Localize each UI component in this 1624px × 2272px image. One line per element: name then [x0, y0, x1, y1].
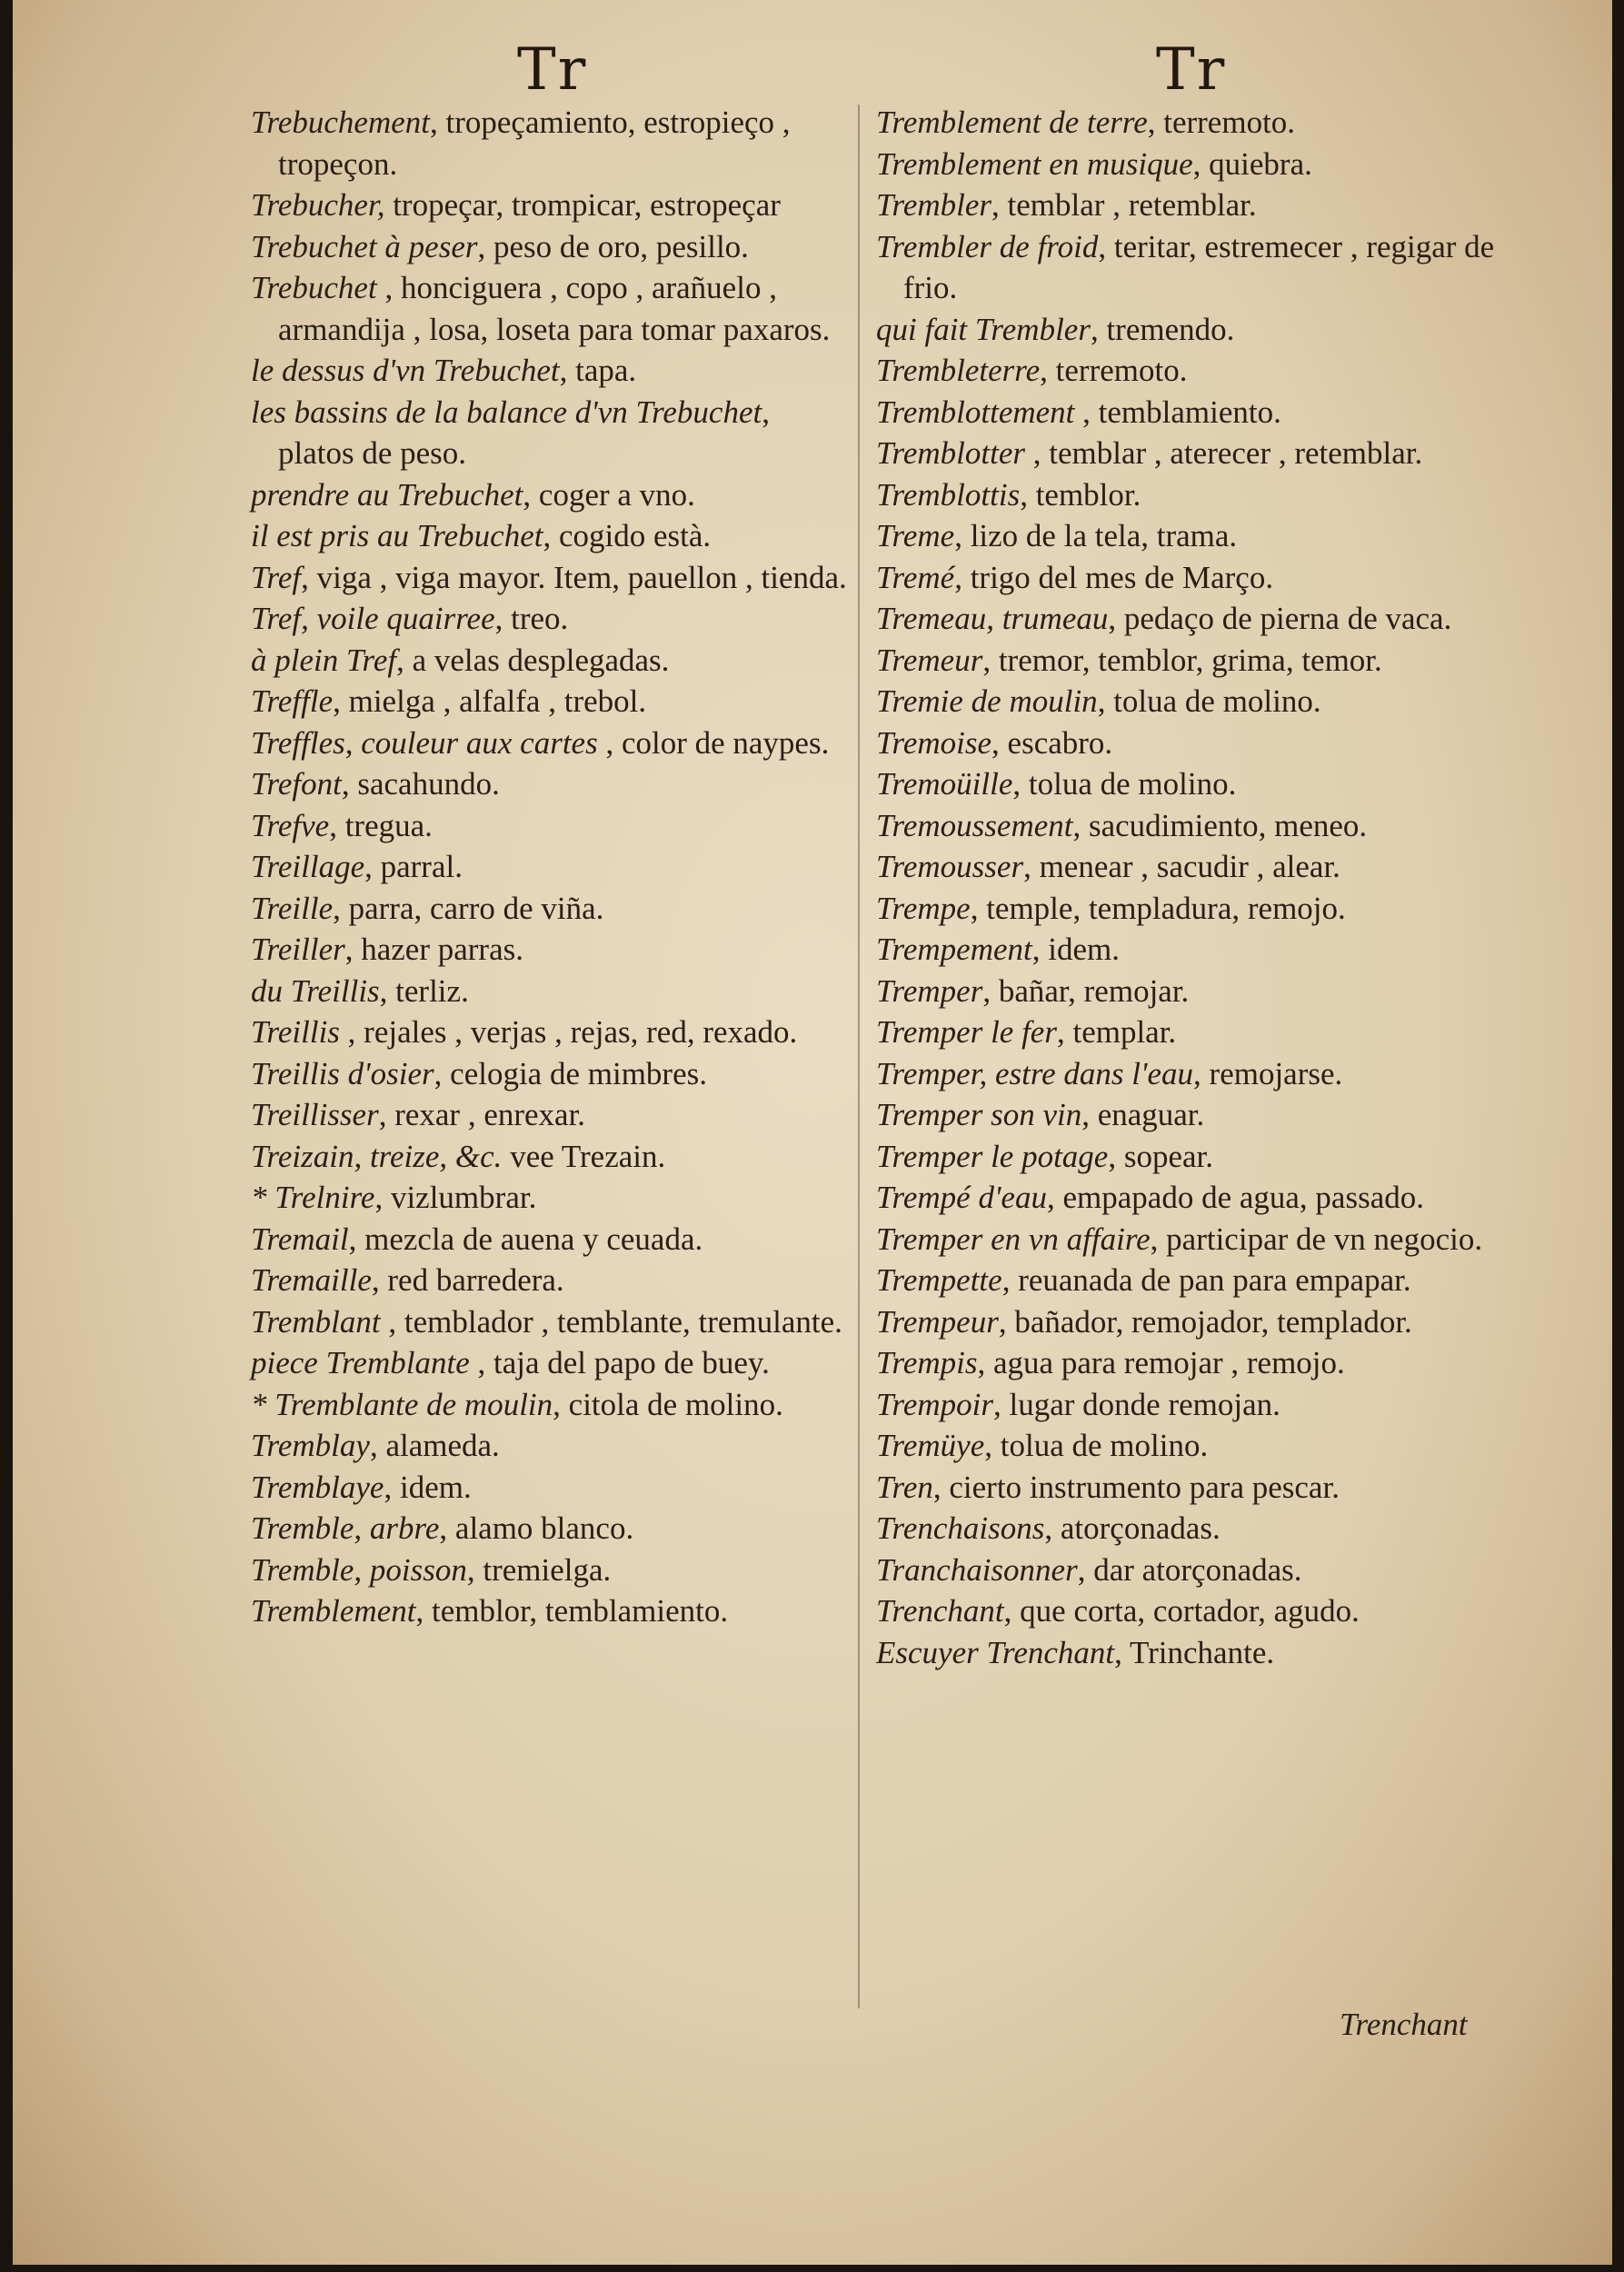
entry-headword: * Trelnire: [251, 1180, 375, 1215]
entry-headword: Trembler de froid: [876, 228, 1099, 264]
entry-headword: Trebuchet: [251, 270, 377, 305]
entry-headword: Tremeau, trumeau: [876, 601, 1109, 636]
column-divider: [858, 105, 860, 2008]
entry-definition: , treo.: [494, 601, 569, 636]
entry-definition: , templar.: [1056, 1014, 1177, 1050]
entry-headword: Treille: [251, 890, 334, 926]
entry-headword: Trempé d'eau: [876, 1180, 1047, 1215]
entry-headword: piece Tremblante: [251, 1345, 470, 1380]
dictionary-entry: [251, 515, 851, 557]
dictionary-entry: [251, 971, 851, 1012]
dictionary-entry: [251, 1342, 851, 1384]
dictionary-entry: [251, 888, 851, 930]
entry-headword: Trebucher,: [251, 187, 385, 223]
dictionary-entry: [251, 1094, 851, 1136]
entry-headword: Tremblement en musique: [876, 145, 1193, 182]
dictionary-entry: [251, 1053, 851, 1095]
entry-headword: Trempette: [876, 1262, 1002, 1298]
entry-definition: , Trinchante.: [1114, 1634, 1275, 1670]
dictionary-entry: [876, 392, 1503, 433]
entry-definition: , alamo blanco.: [439, 1510, 634, 1546]
dictionary-entry: [251, 805, 851, 847]
entry-definition: , tremendo.: [1090, 311, 1235, 347]
entry-headword: Treizain, treize, &c.: [251, 1138, 503, 1174]
dictionary-entry: [876, 474, 1503, 516]
dictionary-entry: [876, 1425, 1503, 1467]
entry-headword: Treffle: [251, 683, 334, 719]
entry-headword: Trempoir: [876, 1386, 994, 1422]
entry-definition: , tregua.: [329, 807, 433, 843]
entry-headword: Tremper son vin: [876, 1097, 1082, 1132]
dictionary-entry: [251, 1508, 851, 1550]
dictionary-entry: [876, 1632, 1503, 1674]
dictionary-entry: [251, 557, 851, 599]
entry-headword: Tremüye: [876, 1428, 985, 1463]
entry-headword: Tranchaisonner: [876, 1551, 1078, 1588]
entry-definition: , hazer parras.: [344, 932, 523, 967]
entry-definition: , escabro.: [991, 724, 1113, 761]
entry-headword: Trenchaisons: [876, 1510, 1045, 1546]
dictionary-entry: [251, 763, 851, 805]
entry-definition: , red barredera.: [371, 1262, 564, 1298]
entry-definition: , sacahundo.: [341, 766, 500, 802]
dictionary-entry: [251, 598, 851, 640]
dictionary-entry: [251, 929, 851, 971]
dictionary-entry: [251, 350, 851, 392]
entry-definition: , platos de peso.: [278, 394, 770, 471]
entry-definition: , empapado de agua, passado.: [1046, 1180, 1424, 1215]
dictionary-entry: [876, 1136, 1503, 1178]
entry-headword: Trempement: [876, 932, 1032, 967]
entry-headword: Tremblement: [251, 1593, 416, 1629]
entry-headword: Tremble, poisson: [251, 1551, 467, 1588]
dictionary-entry: [251, 226, 851, 268]
entry-definition: , tolua de molino.: [1012, 766, 1237, 802]
entry-definition: , temblor, temblamiento.: [415, 1593, 729, 1629]
entry-headword: Treffles, couleur aux cartes: [251, 724, 598, 761]
entry-definition: , dar atorçonadas.: [1077, 1551, 1302, 1588]
dictionary-entry: [876, 1508, 1503, 1550]
dictionary-entry: [876, 1011, 1503, 1053]
entry-headword: Tremoüille: [876, 766, 1013, 802]
entry-headword: Tref, voile quairree: [251, 601, 495, 636]
entry-headword: Tremaille: [251, 1262, 372, 1298]
entry-definition: , terliz.: [379, 972, 469, 1009]
entry-definition: , vizlumbrar.: [374, 1180, 537, 1215]
dictionary-entry: [876, 1301, 1503, 1343]
entry-definition: , atorçonadas.: [1044, 1510, 1220, 1546]
dictionary-entry: [251, 1384, 851, 1426]
entry-definition: , cierto instrumento para pescar.: [932, 1469, 1340, 1505]
entry-definition: , cogido està.: [543, 518, 712, 553]
entry-definition: , reuanada de pan para empapar.: [1001, 1262, 1411, 1298]
dictionary-entry: [876, 763, 1503, 805]
entry-definition: , tropeçamiento, estropieço , tropeçon.: [278, 105, 791, 182]
dictionary-page: [13, 0, 1612, 2265]
entry-definition: , lugar donde remojan.: [993, 1386, 1280, 1422]
dictionary-entry: [876, 1384, 1503, 1426]
dictionary-entry: [251, 267, 851, 350]
entry-definition: , tremielga.: [466, 1551, 612, 1588]
entry-definition: , temblamiento.: [1074, 394, 1281, 430]
dictionary-entry: [876, 1260, 1503, 1301]
entry-headword: Trempe: [876, 890, 971, 926]
entry-headword: Trempis: [876, 1345, 978, 1380]
entry-headword: Trefont: [251, 766, 342, 802]
entry-definition: tropeçar, trompicar, estropeçar: [384, 187, 781, 223]
entry-definition: , agua para remojar , remojo.: [977, 1345, 1345, 1380]
entry-definition: , citola de molino.: [553, 1386, 783, 1422]
entry-headword: du Treillis: [251, 972, 380, 1009]
entry-headword: Trebuchet à peser: [251, 228, 478, 264]
entry-headword: Tremousser: [876, 849, 1024, 884]
entry-headword: Trebuchement: [251, 105, 430, 140]
entry-definition: , mielga , alfalfa , trebol.: [333, 683, 647, 719]
entry-definition: , temblador , temblante, tremulante.: [380, 1303, 842, 1340]
entry-headword: Trembleterre: [876, 353, 1041, 388]
entry-definition: , trigo del mes de Março.: [954, 559, 1274, 595]
dictionary-entry: [876, 515, 1503, 557]
entry-definition: , honciguera , copo , arañuelo , armandija , losa, loseta para tomar paxaros.: [278, 270, 831, 347]
entry-definition: , viga , viga mayor. Item, pauellon , tienda.: [301, 559, 847, 595]
entry-headword: Tref: [251, 559, 302, 595]
entry-definition: , terremoto.: [1040, 353, 1188, 388]
entry-definition: , menear , sacudir , alear.: [1023, 849, 1340, 884]
entry-definition: , temple, templadura, remojo.: [970, 890, 1346, 926]
entry-definition: , bañador, remojador, templador.: [998, 1303, 1412, 1340]
entry-headword: Treillis d'osier: [251, 1055, 434, 1091]
entry-headword: à plein Tref: [251, 642, 397, 678]
entry-headword: Tremblay: [251, 1428, 370, 1463]
entry-headword: le dessus d'vn Trebuchet: [251, 353, 560, 388]
dictionary-entry: [876, 681, 1503, 722]
entry-definition: , rexar , enrexar.: [378, 1097, 586, 1132]
dictionary-entry: [876, 1590, 1503, 1632]
entry-definition: , participar de vn negocio.: [1150, 1221, 1483, 1257]
entry-definition: , teritar, estremecer , regigar de frio.: [903, 228, 1495, 305]
dictionary-entry: [876, 888, 1503, 930]
dictionary-entry: [876, 1342, 1503, 1384]
entry-headword: Tremble, arbre: [251, 1510, 440, 1546]
dictionary-entry: [251, 184, 851, 226]
entry-headword: Tremblottis: [876, 476, 1021, 513]
dictionary-entry: [876, 102, 1503, 144]
entry-headword: Tremper, estre dans l'eau: [876, 1055, 1194, 1091]
dictionary-entry: [251, 846, 851, 888]
dictionary-entry: [876, 929, 1503, 971]
entry-definition: , sopear.: [1108, 1138, 1214, 1174]
dictionary-entry: [876, 1094, 1503, 1136]
entry-definition: , temblar , retemblar.: [991, 187, 1257, 223]
dictionary-entry: [251, 1219, 851, 1261]
dictionary-entry: [876, 805, 1503, 847]
entry-definition: , parral.: [364, 849, 463, 884]
entry-definition: , parra, carro de viña.: [333, 890, 604, 926]
dictionary-entry: [876, 846, 1503, 888]
dictionary-entry: [876, 722, 1503, 764]
dictionary-entry: [876, 598, 1503, 640]
entry-headword: qui fait Trembler: [876, 311, 1091, 347]
entry-headword: Trenchant: [876, 1593, 1004, 1629]
entry-headword: il est pris au Trebuchet: [251, 518, 543, 553]
dictionary-entry: [876, 1177, 1503, 1219]
entry-headword: Trefve: [251, 807, 330, 843]
entry-definition: , idem.: [384, 1469, 472, 1505]
entry-definition: , peso de oro, pesillo.: [477, 228, 749, 264]
entry-headword: Tremper le fer: [876, 1014, 1057, 1050]
dictionary-entry: [876, 557, 1503, 599]
entry-definition: , quiebra.: [1192, 145, 1312, 182]
entry-headword: Tren: [876, 1469, 933, 1505]
entry-definition: , celogia de mimbres.: [433, 1055, 707, 1091]
entry-definition: , taja del papo de buey.: [469, 1345, 770, 1380]
right-column: [876, 102, 1503, 1673]
dictionary-entry: [876, 309, 1503, 351]
entry-headword: Tremper le potage: [876, 1138, 1109, 1174]
entry-definition: , pedaço de pierna de vaca.: [1108, 601, 1452, 636]
entry-headword: Tremblottement: [876, 394, 1075, 430]
entry-definition: , tolua de molino.: [984, 1428, 1209, 1463]
entry-definition: , terremoto.: [1147, 105, 1296, 140]
entry-definition: , coger a vno.: [523, 476, 695, 513]
entry-definition: , mezcla de auena y ceuada.: [348, 1221, 703, 1257]
dictionary-entry: [876, 971, 1503, 1012]
entry-headword: Trempeur: [876, 1303, 999, 1340]
entry-headword: Tremé: [876, 559, 955, 595]
dictionary-entry: [876, 1053, 1503, 1095]
dictionary-entry: [251, 640, 851, 682]
entry-definition: , enaguar.: [1081, 1097, 1205, 1132]
dictionary-entry: [876, 1467, 1503, 1509]
dictionary-entry: [251, 392, 851, 474]
left-column: [251, 102, 851, 1632]
dictionary-entry: [251, 1136, 851, 1178]
dictionary-entry: [251, 1260, 851, 1301]
entry-headword: Escuyer Trenchant: [876, 1634, 1115, 1670]
entry-definition: , remojarse.: [1193, 1055, 1343, 1091]
right-running-head: Tr: [1156, 36, 1227, 104]
entry-definition: , idem.: [1031, 932, 1120, 967]
entry-headword: les bassins de la balance d'vn Trebuchet: [251, 394, 762, 430]
entry-definition: , color de naypes.: [597, 724, 830, 761]
entry-definition: , temblor.: [1020, 476, 1141, 513]
dictionary-entry: [876, 350, 1503, 392]
entry-headword: Treillis: [251, 1014, 340, 1050]
entry-definition: , rejales , verjas , rejas, red, rexado.: [339, 1014, 798, 1050]
dictionary-entry: [876, 1550, 1503, 1591]
dictionary-entry: [251, 1590, 851, 1632]
dictionary-entry: [876, 433, 1503, 474]
entry-headword: Trembler: [876, 187, 992, 223]
dictionary-entry: [251, 1425, 851, 1467]
dictionary-entry: [251, 1177, 851, 1219]
entry-headword: Tremblaye: [251, 1469, 384, 1505]
entry-headword: Treillisser: [251, 1097, 379, 1132]
dictionary-entry: [251, 1011, 851, 1053]
entry-headword: prendre au Trebuchet: [251, 476, 523, 513]
entry-definition: , alameda.: [369, 1428, 500, 1463]
dictionary-entry: [251, 1301, 851, 1343]
dictionary-entry: [251, 474, 851, 516]
dictionary-entry: [251, 1550, 851, 1591]
entry-headword: Tremoussement: [876, 807, 1073, 843]
entry-headword: Tremie de moulin: [876, 683, 1098, 719]
dictionary-entry: [876, 184, 1503, 226]
entry-headword: Treiller: [251, 932, 345, 967]
entry-headword: Treillage: [251, 849, 365, 884]
dictionary-entry: [876, 1219, 1503, 1261]
entry-headword: Tremail: [251, 1221, 349, 1257]
entry-definition: , a velas desplegadas.: [396, 642, 670, 678]
dictionary-entry: [251, 722, 851, 764]
entry-headword: Tremblant: [251, 1303, 381, 1340]
entry-headword: Tremoise: [876, 724, 992, 761]
entry-headword: Tremblotter: [876, 435, 1025, 471]
entry-definition: , tapa.: [559, 353, 637, 388]
dictionary-entry: [251, 681, 851, 722]
entry-definition: , bañar, remojar.: [982, 972, 1190, 1009]
entry-definition: , sacudimiento, meneo.: [1072, 807, 1368, 843]
entry-headword: Tremper: [876, 972, 983, 1009]
entry-headword: Tremblement de terre: [876, 105, 1148, 140]
entry-definition: , que corta, cortador, agudo.: [1003, 1593, 1360, 1629]
left-running-head: Tr: [517, 36, 588, 104]
dictionary-entry: [876, 144, 1503, 185]
entry-headword: Tremper en vn affaire: [876, 1221, 1151, 1257]
entry-definition: vee Trezain.: [502, 1138, 666, 1174]
entry-headword: Tremeur: [876, 642, 983, 678]
entry-headword: * Tremblante de moulin: [251, 1386, 553, 1422]
dictionary-entry: [876, 226, 1503, 309]
catchword: Trenchant: [1340, 2007, 1468, 2042]
entry-definition: , tolua de molino.: [1097, 683, 1321, 719]
dictionary-entry: [251, 102, 851, 184]
entry-headword: Treme: [876, 518, 955, 553]
entry-definition: , temblar , aterecer , retemblar.: [1025, 435, 1423, 471]
dictionary-entry: [876, 640, 1503, 682]
entry-definition: , lizo de la tela, trama.: [954, 518, 1238, 553]
dictionary-entry: [251, 1467, 851, 1509]
entry-definition: , tremor, temblor, grima, temor.: [982, 642, 1382, 678]
